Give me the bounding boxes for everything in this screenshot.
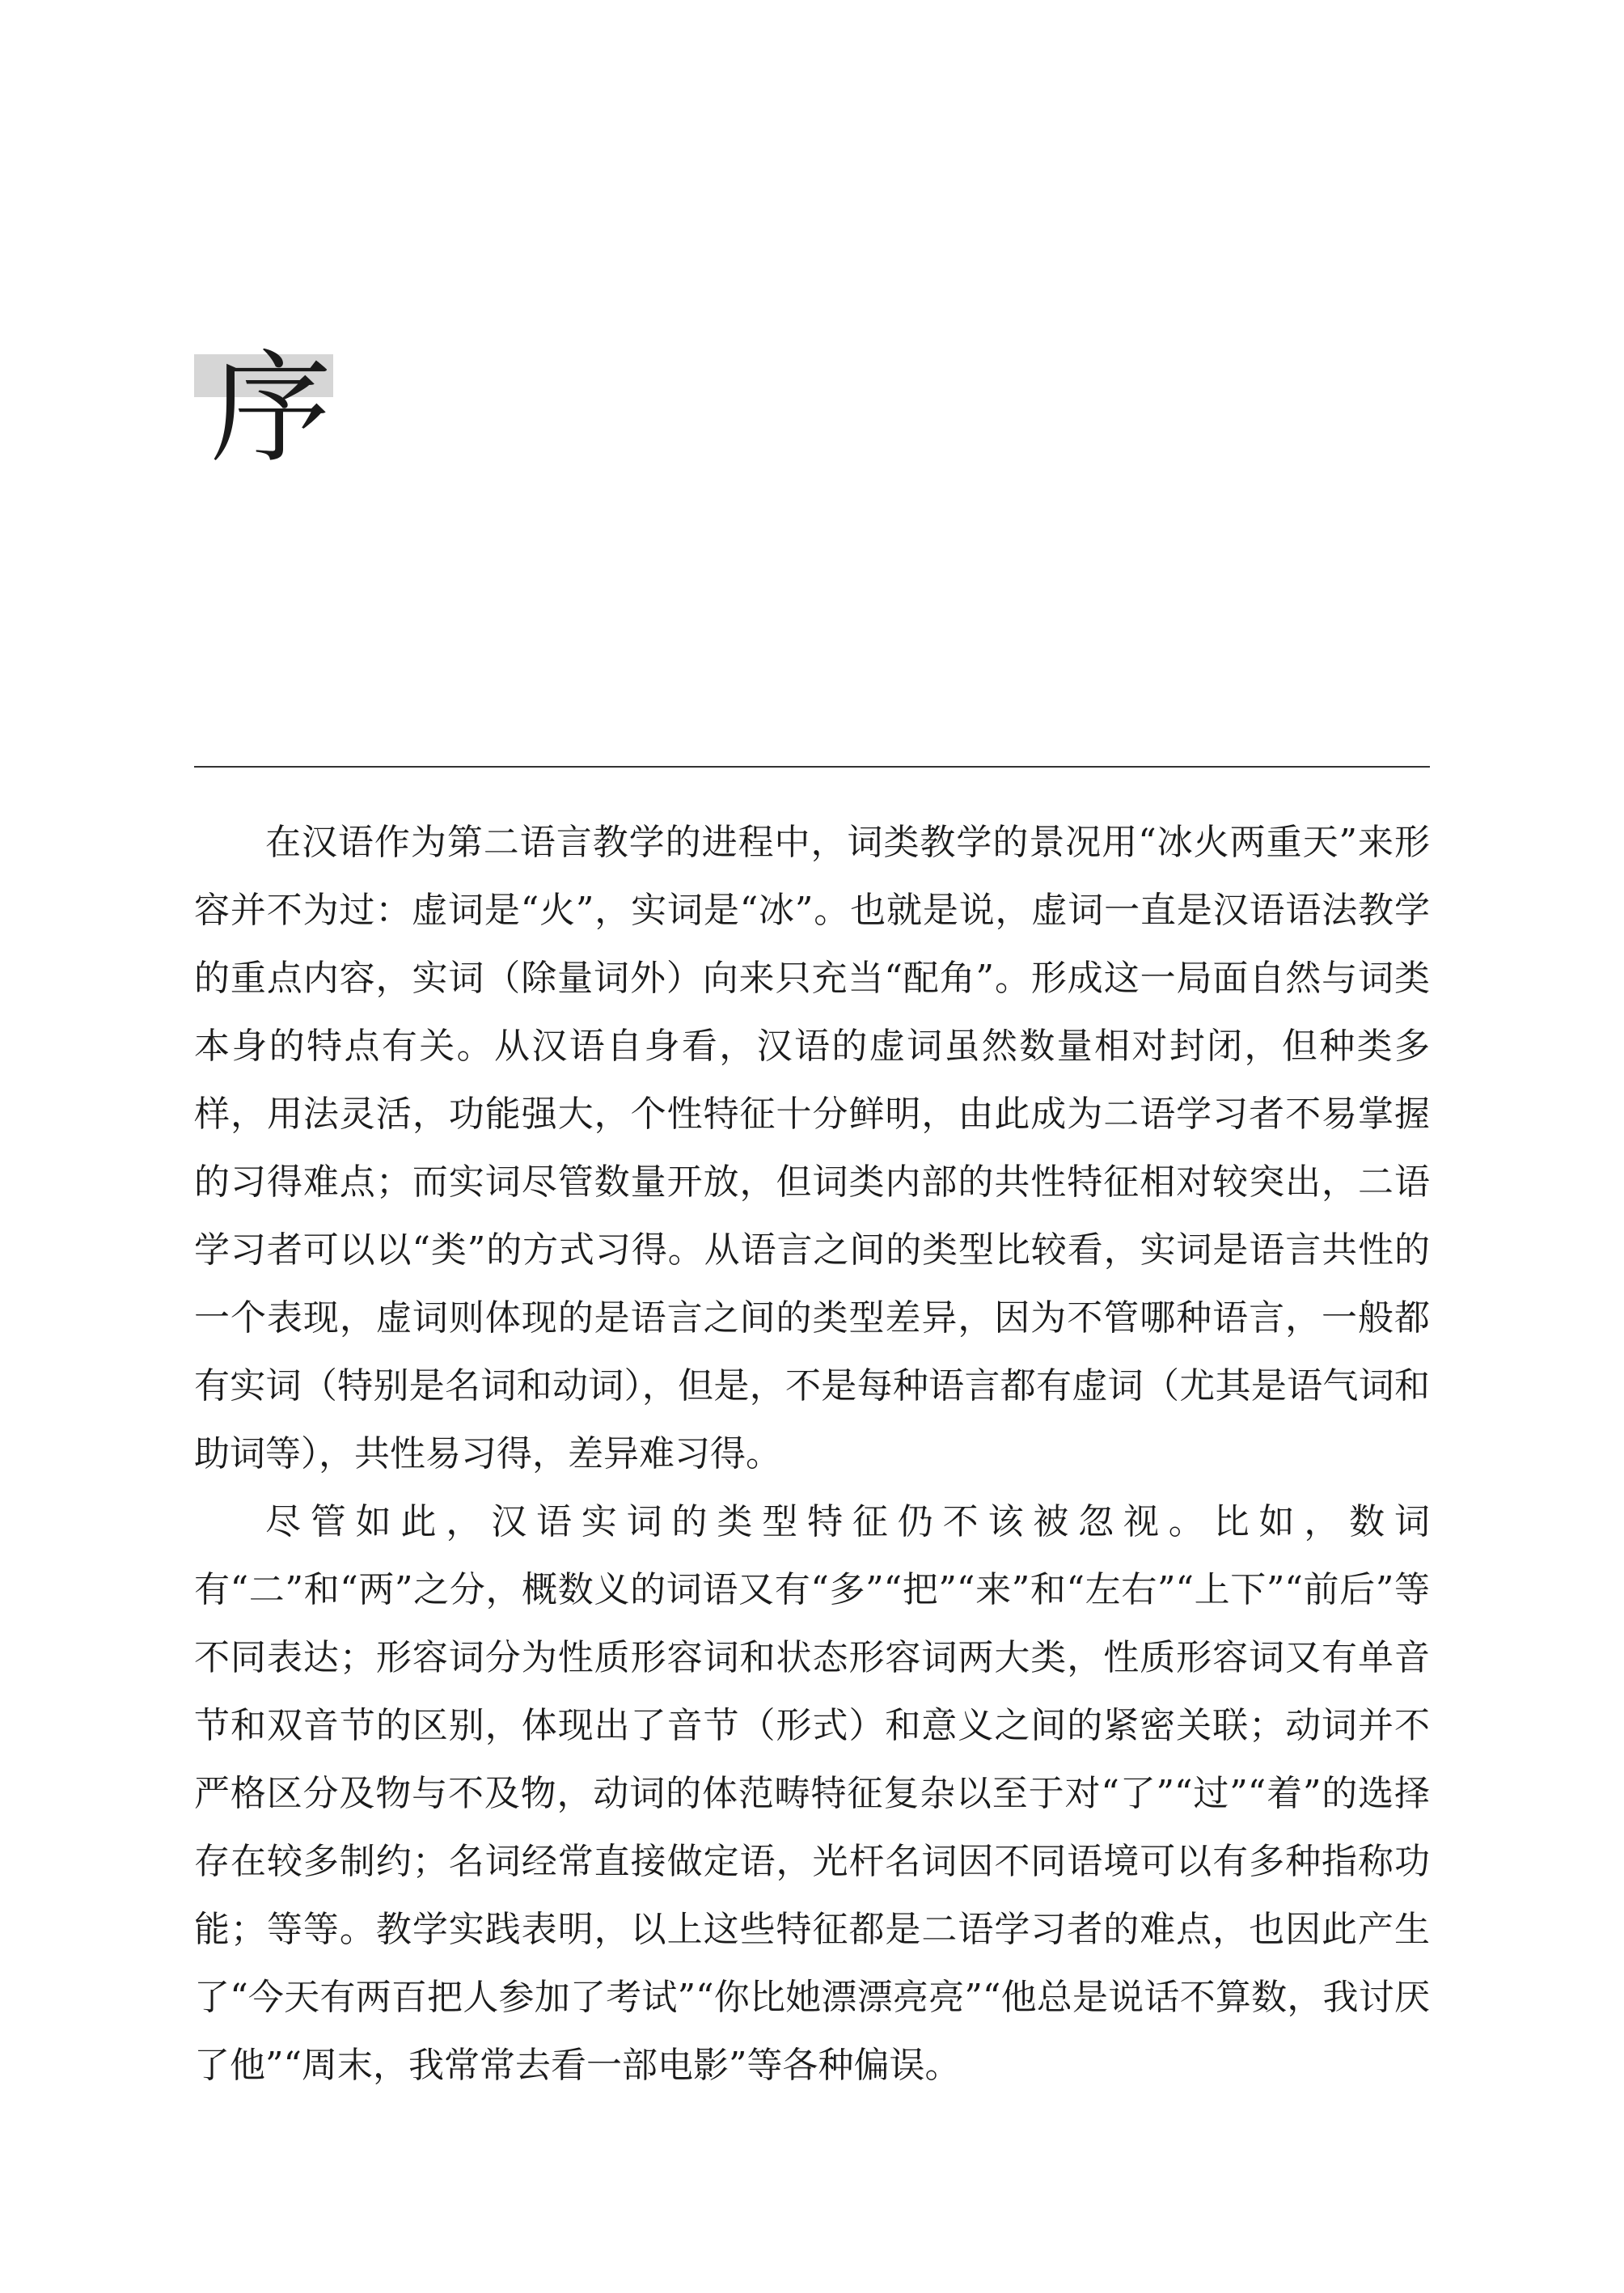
paragraph-2: 尽管如此，汉语实词的类型特征仍不该被忽视。比如，数词有“二”和“两”之分，概数义的词语又有“多”“把”“来”和“左右”“上下”“前后”等不同表达；形容词分为性质形容词和状态形容词两大类，性质形容词又有单音节和双音节的区别，体现出了音节（形式）和意义之间的紧密关联；动词并不严格区分及物与不及物，动词的体范畴特征复杂以至于对“了”“过”“着”的选择存在较多制约；名词经常直接做定语，光杆名词因不同语境可以有多种指称功能；等等。教学实践表明，以上这些特征都是二语学习者的难点，也因此产生了“今天有两百把人参加了考试”“你比她漂漂亮亮”“他总是说话不算数，我讨厌了他”“周末，我常常去看一部电影”等各种偏误。 — [194, 1501, 1430, 2086]
section-divider — [194, 766, 1430, 768]
chapter-title: 序 — [210, 338, 332, 480]
paragraph-1: 在汉语作为第二语言教学的进程中，词类教学的景况用“冰火两重天”来形容并不为过：虚词是“火”，实词是“冰”。也就是说，虚词一直是汉语语法教学的重点内容，实词（除量词外）向来只充当“配角”。形成这一局面自然与词类本身的特点有关。从汉语自身看，汉语的虚词虽然数量相对封闭，但种类多样，用法灵活，功能强大，个性特征十分鲜明，由此成为二语学习者不易掌握的习得难点；而实词尽管数量开放，但词类内部的共性特征相对较突出，二语学习者可以以“类”的方式习得。从语言之间的类型比较看，实词是语言共性的一个表现，虚词则体现的是语言之间的类型差异，因为不管哪种语言，一般都有实词（特别是名词和动词），但是，不是每种语言都有虚词（尤其是语气词和助词等），共性易习得，差异难习得。 — [194, 822, 1430, 1474]
body-text — [194, 809, 1430, 2100]
